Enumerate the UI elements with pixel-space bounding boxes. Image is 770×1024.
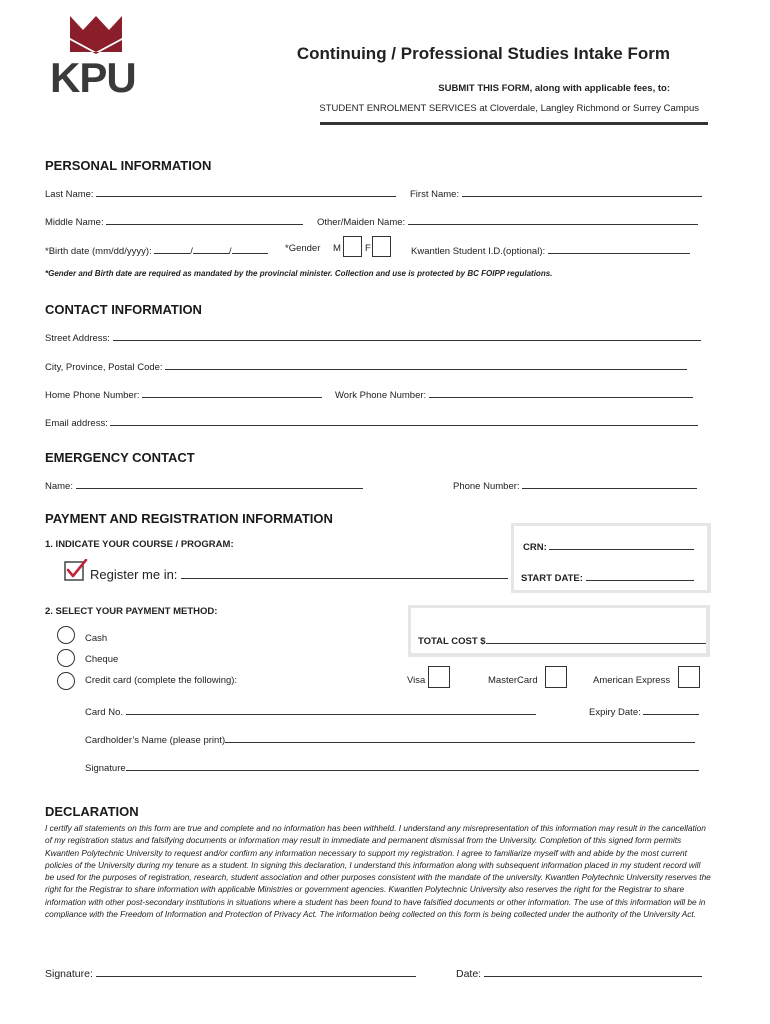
street-field[interactable] [113,330,701,341]
emergency-name-field[interactable] [76,478,363,489]
city-row[interactable] [45,359,687,373]
city-field[interactable] [165,359,687,370]
cash-radio[interactable] [57,626,75,644]
other-name-label: Other/Maiden Name: [317,217,406,228]
work-phone-row[interactable] [335,387,693,401]
gender-label: *Gender [285,243,321,254]
declaration-signature-label: Signature: [45,968,93,980]
last-name-label: Last Name: [45,189,94,200]
birth-date-row[interactable] [45,243,268,257]
mastercard-label: MasterCard [488,675,538,686]
birth-year-field[interactable] [232,243,268,254]
declaration-date-label: Date: [456,968,482,980]
student-id-field[interactable] [548,243,690,254]
declaration-text: I certify all statements on this form are true and complete and no information has been withheld. I understand any misrepresentation of this information may result in the cancellation of my registration status and falsifying documents or information may result in immediate and permanent dismissal from the University. Completion of this signed form permits Kwantlen Polytechnic University to request and/or confirm any information necessary to support my registration. I agree to familiarize myself with and abide by the most current policies of the University during my tenure as a student. In signing this declaration, I understand this information along with subsequent information placed in my student record will be used for the purposes of registration, research, student association and other purposes consistent with the mandate of the university. Kwantlen Polytechnic University reserves the right for the Registrar to share information with applicable Ministries or government agencies. Kwantlen Polytechnic University also reserves the right for the Registrar to share information with other post-secondary institutions in situations where a student has been found to have falsified documents or other information. The use of this information will be in compliance with the Freedom of Information and Protection of Privacy Act. The information being collected on this form is being collected under the authority of the University Act. [45,823,711,920]
work-phone-label: Work Phone Number: [335,390,427,401]
first-name-label: First Name: [410,189,460,200]
payment-signature-field[interactable] [126,760,699,771]
total-cost-field[interactable] [486,633,706,644]
declaration-signature-row[interactable] [45,966,416,980]
first-name-row[interactable] [410,186,702,200]
total-cost-shaded-panel [408,605,710,657]
personal-heading: PERSONAL INFORMATION [45,158,212,173]
email-row[interactable] [45,415,698,429]
cash-label: Cash [85,633,108,644]
middle-name-label: Middle Name: [45,217,104,228]
header-rule [320,122,708,125]
start-date-row[interactable] [521,570,694,584]
submit-line: SUBMIT THIS FORM, along with applicable fees, to: [438,83,670,94]
other-name-field[interactable] [408,214,698,225]
middle-name-row[interactable] [45,214,303,228]
emergency-name-row[interactable] [45,478,363,492]
step2-label: 2. SELECT YOUR PAYMENT METHOD: [45,606,218,617]
last-name-row[interactable] [45,186,396,200]
form-title: Continuing / Professional Studies Intake Form [296,44,670,63]
register-row[interactable] [90,566,508,582]
start-date-label: START DATE: [521,573,583,584]
birth-month-field[interactable] [154,243,190,254]
emergency-phone-label: Phone Number: [453,481,520,492]
credit-label: Credit card (complete the following): [85,675,238,686]
home-phone-field[interactable] [142,387,322,398]
email-label: Email address: [45,418,108,429]
visa-label: Visa [407,675,426,686]
emergency-heading: EMERGENCY CONTACT [45,450,195,465]
visa-checkbox[interactable] [428,666,450,688]
street-row[interactable] [45,330,701,344]
birth-day-field[interactable] [193,243,229,254]
register-field[interactable] [181,566,508,579]
middle-name-field[interactable] [106,214,303,225]
amex-label: American Express [593,675,671,686]
declaration-heading: DECLARATION [45,804,139,819]
cheque-radio[interactable] [57,649,75,667]
payment-heading: PAYMENT AND REGISTRATION INFORMATION [45,511,333,526]
email-field[interactable] [110,415,698,426]
declaration-signature-field[interactable] [96,966,416,977]
expiry-label: Expiry Date: [589,707,641,718]
payment-signature-row[interactable] [85,760,699,774]
credit-radio[interactable] [57,672,75,690]
declaration-date-row[interactable] [456,966,702,980]
logo-text: KPU [50,54,136,101]
register-label: Register me in: [90,567,178,582]
total-cost-label: TOTAL COST $ [418,636,486,647]
amex-checkbox[interactable] [678,666,700,688]
emergency-phone-field[interactable] [522,478,697,489]
city-label: City, Province, Postal Code: [45,362,163,373]
crn-field[interactable] [549,539,694,550]
gender-f-checkbox[interactable] [372,236,391,257]
gender-note: *Gender and Birth date are required as mandated by the provincial minister. Collection and use is protected by BC FOIPP regulations. [45,269,553,278]
gender-f-label: F [365,243,371,254]
declaration-date-field[interactable] [484,966,702,977]
street-label: Street Address: [45,333,110,344]
payment-signature-label: Signature [85,763,126,774]
last-name-field[interactable] [96,186,396,197]
cardholder-row[interactable] [85,732,695,746]
card-no-label: Card No. [85,707,124,718]
checkmark-icon [64,559,88,583]
date-slash: / [190,246,193,257]
cheque-label: Cheque [85,654,119,665]
expiry-row[interactable] [589,704,699,718]
total-cost-row[interactable] [418,633,706,647]
card-no-field[interactable] [126,704,536,715]
home-phone-label: Home Phone Number: [45,390,140,401]
cardholder-label: Cardholder’s Name (please print) [85,735,226,746]
kpu-logo [50,14,145,102]
emergency-name-label: Name: [45,481,73,492]
gender-m-checkbox[interactable] [343,236,362,257]
crn-label: CRN: [523,542,547,553]
date-slash: / [228,246,232,257]
first-name-field[interactable] [462,186,702,197]
mastercard-checkbox[interactable] [545,666,567,688]
expiry-field[interactable] [643,704,699,715]
card-no-row[interactable] [85,704,536,718]
student-id-label: Kwantlen Student I.D.(optional): [411,246,546,257]
birth-date-label: *Birth date (mm/dd/yyyy): [45,246,152,257]
student-id-row[interactable] [411,243,690,257]
contact-heading: CONTACT INFORMATION [45,302,202,317]
gender-m-label: M [333,243,341,254]
home-phone-row[interactable] [45,387,322,401]
cardholder-field[interactable] [225,732,695,743]
emergency-phone-row[interactable] [453,478,697,492]
start-date-field[interactable] [586,570,694,581]
step1-label: 1. INDICATE YOUR COURSE / PROGRAM: [45,539,234,550]
work-phone-field[interactable] [429,387,693,398]
register-checkbox[interactable] [64,559,84,579]
crn-row[interactable] [523,539,694,553]
address-line: STUDENT ENROLMENT SERVICES at Cloverdale, Langley Richmond or Surrey Campus [319,103,699,114]
other-name-row[interactable] [317,214,698,228]
